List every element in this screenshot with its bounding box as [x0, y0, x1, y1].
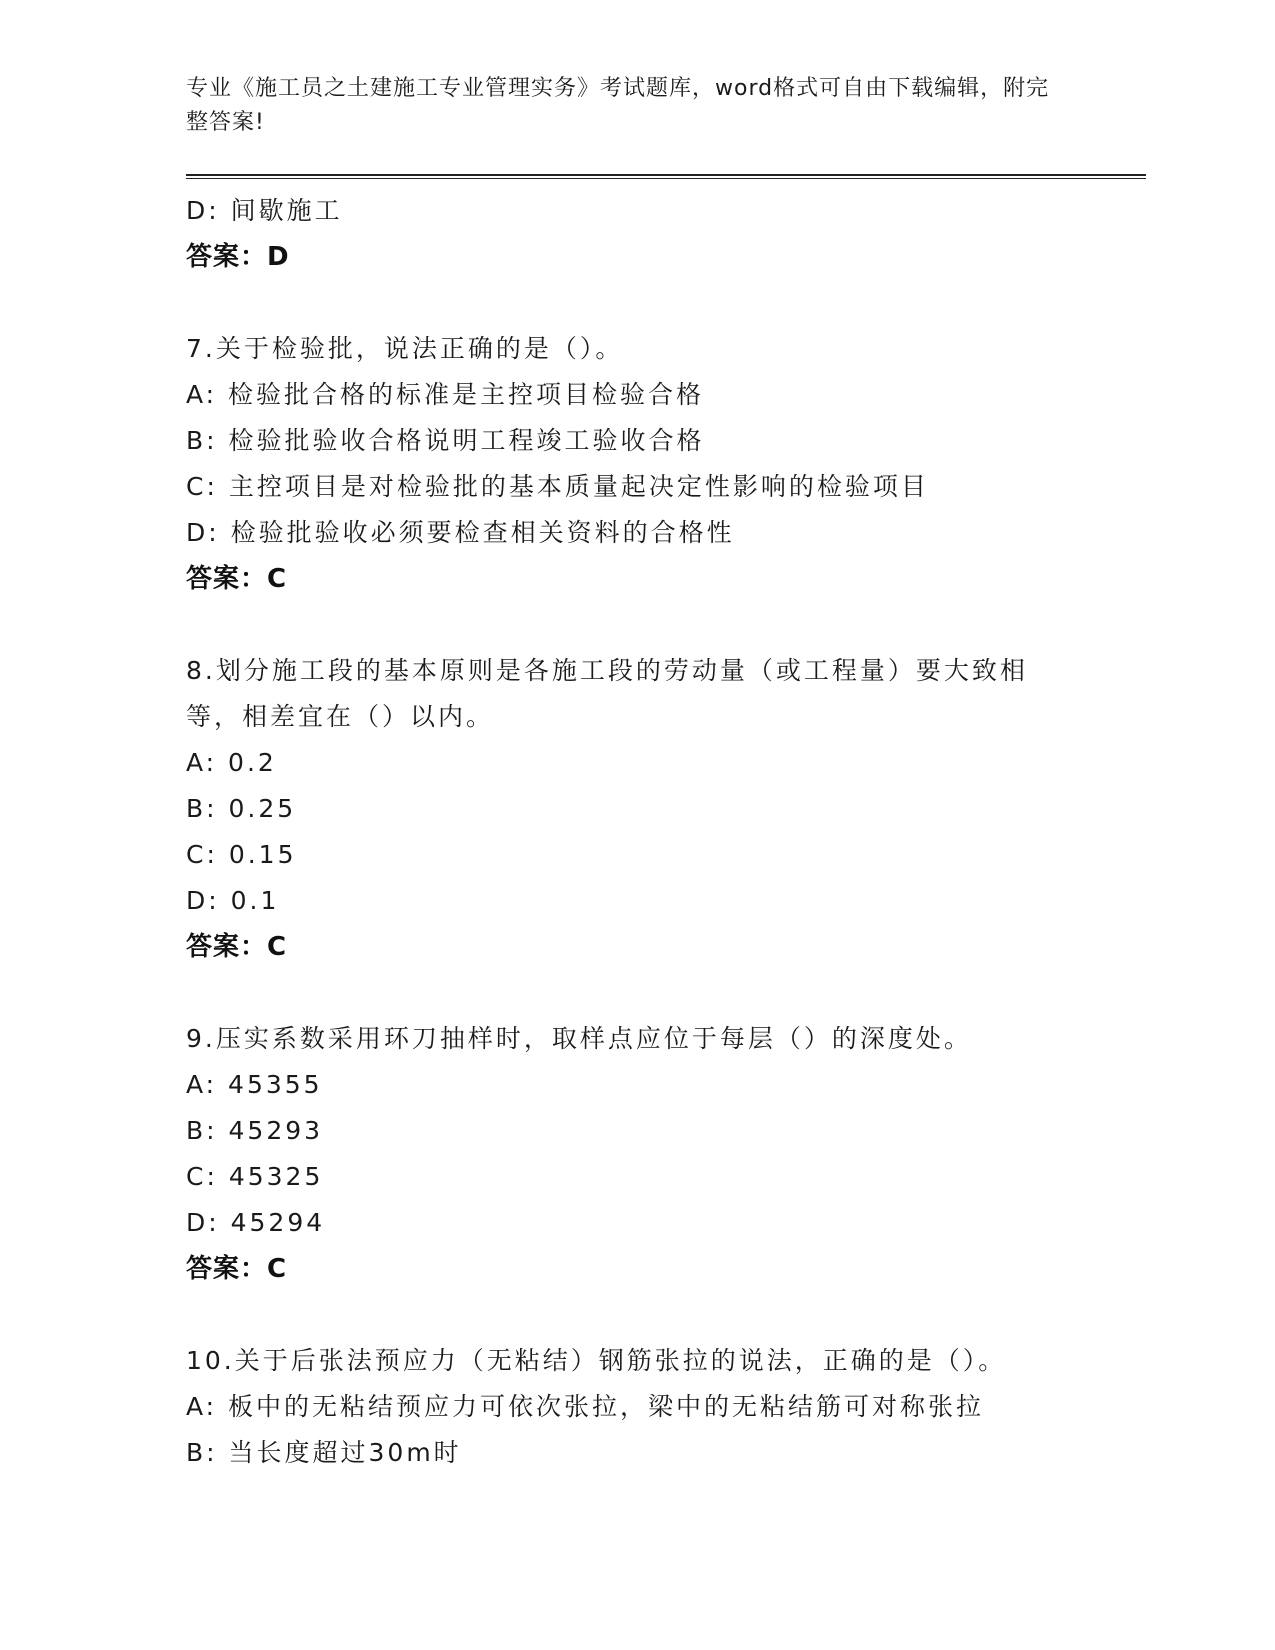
option-a: A: 45355: [186, 1070, 323, 1099]
answer-line: 答案：C: [186, 932, 288, 962]
answer-line: 答案：C: [186, 564, 288, 594]
question-8: [186, 648, 1126, 970]
option-a: A: 0.2: [186, 748, 277, 777]
option-b: B: 0.25: [186, 794, 297, 823]
spacer: [186, 1292, 1126, 1338]
question-stem-line-1: 8.划分施工段的基本原则是各施工段的劳动量（或工程量）要大致相: [186, 656, 1028, 685]
option-c: C: 主控项目是对检验批的基本质量起决定性影响的检验项目: [186, 472, 929, 501]
question-stem: 7.关于检验批，说法正确的是（）。: [186, 334, 624, 363]
question-stem-line-2: 等，相差宜在（）以内。: [186, 702, 495, 731]
option-d: D: 间歇施工: [186, 196, 343, 225]
option-d: D: 45294: [186, 1208, 326, 1237]
answer-line: 答案：C: [186, 1254, 288, 1284]
option-d: D: 0.1: [186, 886, 280, 915]
option-c: C: 0.15: [186, 840, 297, 869]
option-b: B: 当长度超过30m时: [186, 1438, 462, 1467]
spacer: [186, 602, 1126, 648]
header-divider: [186, 174, 1146, 179]
option-a: A: 检验批合格的标准是主控项目检验合格: [186, 380, 705, 409]
question-9: [186, 1016, 1126, 1292]
option-b: B: 45293: [186, 1116, 324, 1145]
question-stem: 10.关于后张法预应力（无粘结）钢筋张拉的说法，正确的是（）。: [186, 1346, 1007, 1375]
question-stem: 9.压实系数采用环刀抽样时，取样点应位于每层（）的深度处。: [186, 1024, 972, 1053]
option-d: D: 检验批验收必须要检查相关资料的合格性: [186, 518, 735, 547]
document-body: [186, 188, 1126, 1476]
spacer: [186, 970, 1126, 1016]
spacer: [186, 280, 1126, 326]
question-10: [186, 1338, 1126, 1476]
header-text: 专业《施工员之土建施工专业管理实务》考试题库，word格式可自由下载编辑，附完整答案!: [186, 76, 1050, 135]
option-a: A: 板中的无粘结预应力可依次张拉，梁中的无粘结筋可对称张拉: [186, 1392, 985, 1421]
question-7: [186, 326, 1126, 602]
option-c: C: 45325: [186, 1162, 324, 1191]
option-b: B: 检验批验收合格说明工程竣工验收合格: [186, 426, 705, 455]
answer-line: 答案：D: [186, 242, 290, 272]
page-header: [186, 72, 1066, 140]
